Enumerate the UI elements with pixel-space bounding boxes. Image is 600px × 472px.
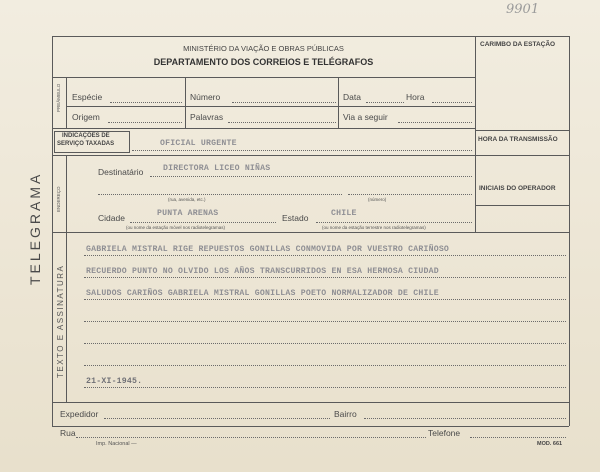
iniciais-operador-label: INICIAIS DO OPERADOR — [479, 185, 556, 192]
destinatario-field[interactable] — [150, 176, 472, 177]
endereco-side-divider — [66, 155, 67, 232]
indicacoes-label-1: INDICAÇÕES DE — [62, 133, 110, 139]
carimbo-label: CARIMBO DA ESTAÇÃO — [480, 41, 556, 48]
preambulo-bottom — [52, 128, 475, 129]
estado-label: Estado — [282, 213, 309, 223]
preambulo-side-label: PREÂMBULO — [56, 83, 61, 112]
message-date: 21-XI-1945. — [86, 377, 143, 386]
cidade-field[interactable] — [130, 222, 276, 223]
indicacoes-value: OFICIAL URGENTE — [160, 139, 237, 148]
frame-bottom — [52, 426, 569, 427]
data-label: Data — [343, 92, 361, 102]
texto-line-5[interactable] — [84, 343, 566, 344]
texto-line-1[interactable] — [84, 255, 566, 256]
preambulo-col-1 — [185, 77, 186, 128]
right-divider-1 — [475, 130, 569, 131]
telegram-side-title: TELEGRAMA — [27, 171, 43, 285]
imprensa-label: Imp. Nacional — — [96, 441, 137, 447]
texto-line-3[interactable] — [84, 299, 566, 300]
header-bottom — [52, 77, 475, 78]
telefone-field[interactable] — [470, 437, 566, 438]
bairro-label: Bairro — [334, 409, 357, 419]
via-field[interactable] — [398, 122, 472, 123]
texto-side-label: TEXTO E ASSINATURA — [56, 264, 65, 378]
estado-field[interactable] — [316, 222, 472, 223]
texto-line-6[interactable] — [84, 365, 566, 366]
palavras-label: Palavras — [190, 112, 224, 122]
bairro-field[interactable] — [364, 418, 566, 419]
endereco-bottom — [52, 232, 569, 233]
hora-transmissao-label: HORA DA TRANSMISSÃO — [478, 136, 558, 143]
ministry-title: MINISTÉRIO DA VIAÇÃO E OBRAS PÚBLICAS — [183, 44, 344, 53]
hora-field[interactable] — [432, 102, 472, 103]
rua-label: Rua — [60, 428, 76, 438]
estado-value: CHILE — [331, 209, 357, 218]
data-field[interactable] — [366, 102, 404, 103]
via-label: Via a seguir — [343, 112, 388, 122]
indicacoes-label-2: SERVIÇO TAXADAS — [57, 141, 115, 147]
numero-endereco-field[interactable] — [348, 194, 472, 195]
preambulo-mid — [66, 106, 475, 107]
numero-label: Número — [190, 92, 221, 102]
endereco-side-label: ENDEREÇO — [56, 186, 61, 212]
indicacoes-bottom — [52, 155, 475, 156]
origem-label: Origem — [72, 112, 100, 122]
texto-line-2[interactable] — [84, 277, 566, 278]
texto-bottom — [52, 402, 569, 403]
frame-right — [569, 36, 570, 426]
rua-footer-field[interactable] — [76, 437, 426, 438]
department-title: DEPARTAMENTO DOS CORREIOS E TELÉGRAFOS — [153, 57, 374, 67]
cidade-value: PUNTA ARENAS — [157, 209, 219, 218]
cidade-label: Cidade — [98, 213, 125, 223]
expedidor-field[interactable] — [104, 418, 330, 419]
message-line-2: RECUERDO PUNTO NO OLVIDO LOS AÑOS TRANSCURRIDOS EN ESA HERMOSA CIUDAD — [86, 267, 439, 276]
origem-field[interactable] — [108, 122, 182, 123]
indicacoes-field[interactable] — [132, 150, 472, 151]
texto-line-4[interactable] — [84, 321, 566, 322]
telefone-label: Telefone — [428, 428, 461, 438]
right-divider-2 — [475, 155, 569, 156]
modelo-label: MOD. 661 — [537, 441, 563, 447]
preambulo-col-2 — [338, 77, 339, 128]
expedidor-label: Expedidor — [60, 409, 99, 419]
frame-left — [52, 36, 53, 426]
message-line-3: SALUDOS CARIÑOS GABRIELA MISTRAL GONILLAS POETO NORMALIZADOR DE CHILE — [86, 289, 439, 298]
estado-hint: (ou nome da estação terrestre nos radiotelegramas) — [322, 225, 426, 230]
frame-top — [52, 36, 569, 37]
especie-label: Espécie — [72, 92, 103, 102]
especie-field[interactable] — [110, 102, 182, 103]
right-divider-3 — [475, 205, 569, 206]
rua-field[interactable] — [98, 194, 342, 195]
annotation-number: 9901 — [506, 2, 540, 17]
preambulo-side-divider — [66, 77, 67, 128]
palavras-field[interactable] — [228, 122, 336, 123]
right-column-divider — [475, 36, 476, 232]
destinatario-value: DIRECTORA LICEO NIÑAS — [163, 164, 271, 173]
message-line-1: GABRIELA MISTRAL RIGE REPUESTOS GONILLAS CONMOVIDA POR VUESTRO CARIÑOSO — [86, 245, 450, 254]
numero-field[interactable] — [232, 102, 336, 103]
destinatario-label: Destinatário — [98, 167, 144, 177]
hora-label: Hora — [406, 92, 425, 102]
rua-hint: (rua, avenida, etc.) — [168, 197, 206, 202]
cidade-hint: (ou nome da estação móvel nos radiotelegramas) — [126, 225, 226, 230]
texto-line-7[interactable] — [84, 387, 566, 388]
numero-hint: (número) — [368, 197, 387, 202]
texto-side-divider — [66, 232, 67, 402]
